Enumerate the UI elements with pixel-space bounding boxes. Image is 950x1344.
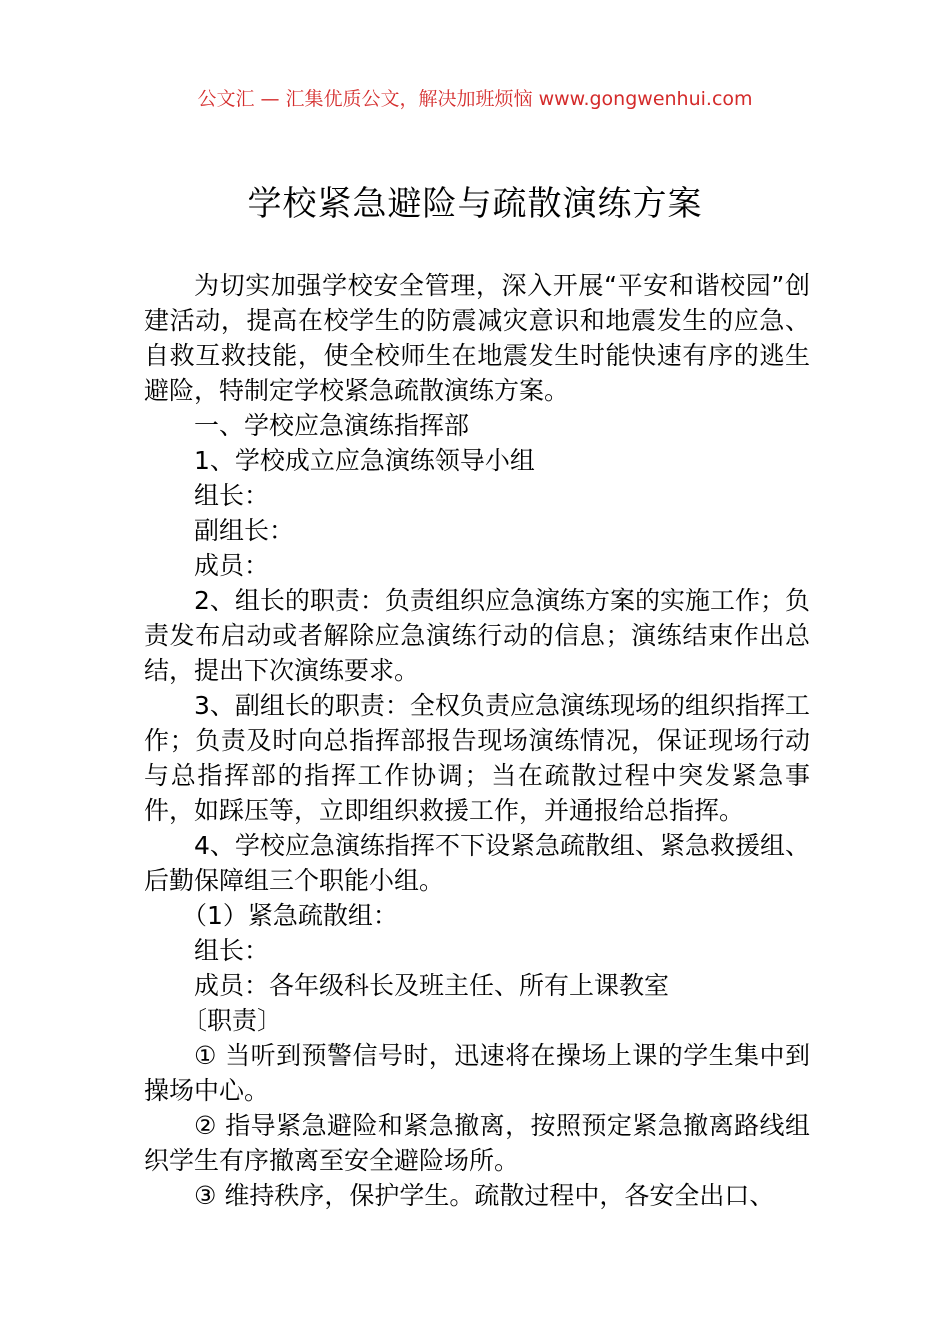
group-1-heading: （1）紧急疏散组：	[182, 901, 398, 930]
header-banner: 公文汇 — 汇集优质公文，解决加班烦恼 www.gongwenhui.com	[197, 88, 753, 110]
item-4: 4、学校应急演练指挥不下设紧急疏散组、紧急救援组、后勤保障组三个职能小组。	[144, 831, 810, 895]
document-body	[144, 268, 810, 1213]
item-1: 1、学校成立应急演练领导小组	[194, 446, 535, 475]
item-2: 2、组长的职责：负责组织应急演练方案的实施工作；负责发布启动或者解除应急演练行动的信息；演练结束作出总结，提出下次演练要求。	[144, 586, 810, 685]
group-1-leader: 组长：	[194, 936, 270, 965]
duty-3: ③ 维持秩序，保护学生。疏散过程中，各安全出口、	[194, 1181, 775, 1210]
duty-2: ② 指导紧急避险和紧急撤离，按照预定紧急撤离路线组织学生有序撤离至安全避险场所。	[144, 1111, 810, 1175]
intro-paragraph: 为切实加强学校安全管理，深入开展“平安和谐校园”创建活动，提高在校学生的防震减灾意识和地震发生的应急、自救互救技能，使全校师生在地震发生时能快速有序的逃生避险，特制定学校紧急疏散演练方案。	[144, 271, 810, 405]
members-label: 成员：	[194, 551, 270, 580]
document-title: 学校紧急避险与疏散演练方案	[247, 184, 703, 224]
section-heading: 一、学校应急演练指挥部	[194, 411, 470, 440]
leader-label: 组长：	[194, 481, 270, 510]
item-3: 3、副组长的职责：全权负责应急演练现场的组织指挥工作；负责及时向总指挥部报告现场演练情况，保证现场行动与总指挥部的指挥工作协调；当在疏散过程中突发紧急事件，如踩压等，立即组织救援工作，并通报给总指挥。	[144, 691, 810, 825]
duty-1: ① 当听到预警信号时，迅速将在操场上课的学生集中到操场中心。	[144, 1041, 810, 1105]
deputy-label: 副组长：	[194, 516, 295, 545]
duties-label: 〔职责〕	[182, 1006, 283, 1035]
group-1-members: 成员：各年级科长及班主任、所有上课教室	[194, 971, 670, 1000]
